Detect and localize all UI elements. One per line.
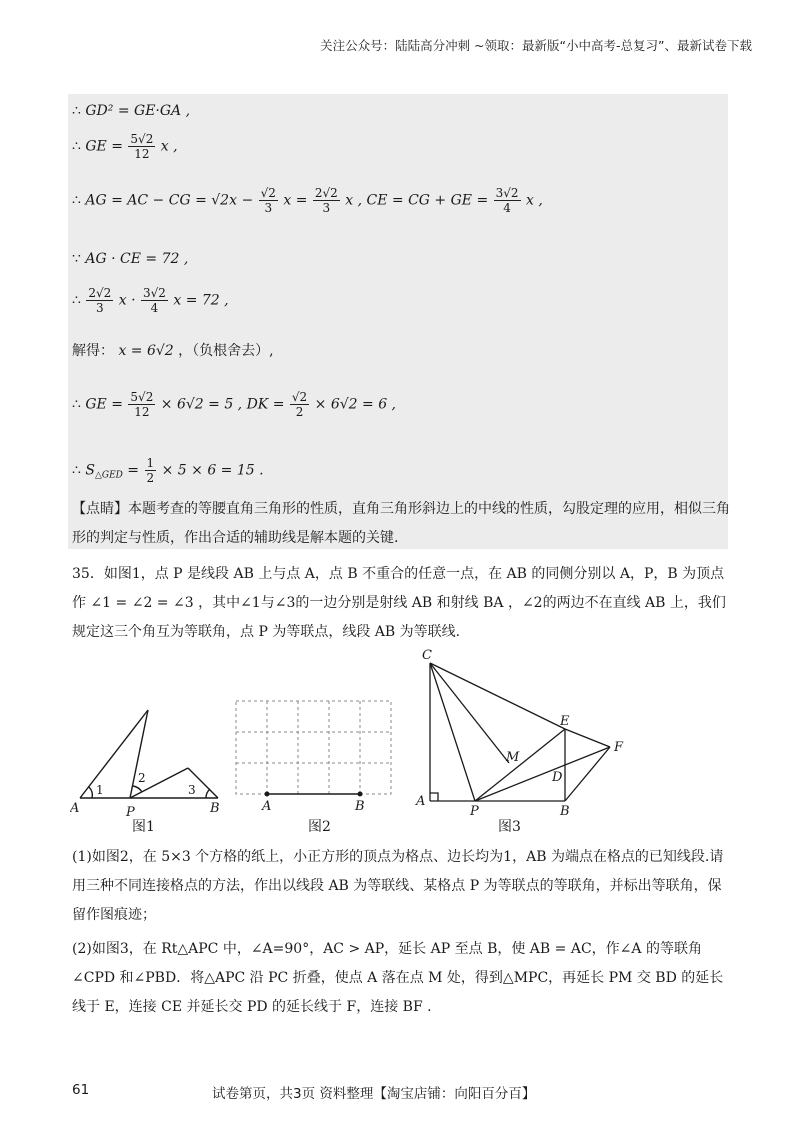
fig3-label-a: A [416,794,426,809]
problem-35-intro: 35．如图1，点 P 是线段 AB 上与点 A，点 B 不重合的任意一点，在 AB 的同侧分别以 A，P，B 为顶点作 ∠1 = ∠2 = ∠3 ，其中∠1与∠3的一边分别是射线 AB 和射线 BA ，∠2的两边不在直线 AB 上，我们规定这三个角互为等联角，点 P 为等联点，线段 AB 为等联线. [72,566,726,640]
fraction [290,390,309,419]
fig3-label-m: M [506,750,520,765]
denominator: 4 [503,201,511,215]
solution-line-8: ∴ $S_{\triangle GED}$ = $\frac{1}{2}$ × 5 × 6 = 15 . [72,456,264,485]
fraction [145,456,157,485]
numerator: 3√2 [142,286,166,300]
page-header: 关注公众号：陆陆高分冲刺 ~领取：最新版“小中高考-总复习”、最新试卷下载 [320,38,752,53]
solve-label: 解得： [72,343,114,359]
figure-3 [412,645,642,823]
denominator: 12 [134,405,150,419]
fraction [86,286,113,315]
fig1-label-p: P [126,805,135,820]
eq-gd-squared: GD² = GE·GA , [85,103,191,119]
page-number: 61 [72,1082,90,1098]
fig2-point-a [265,792,270,797]
denominator: 2 [146,471,155,485]
numerator: √2 [291,390,308,404]
eq-text: x = 6√2 [118,343,174,359]
fig1-angle-2: 2 [138,771,146,785]
solution-line-7: ∴ GE = $\frac{5√2}{12}$ × 6√2 = 5 , DK = $\frac{√2}{2}$ × 6√2 = 6 , [72,390,396,419]
eq-text: x , [160,138,178,155]
solution-line-1: ∴ GD² = GE·GA , [72,103,191,119]
fig2-grid [236,701,391,794]
solution-line-6 [72,342,274,360]
fig2-label-b: B [355,799,365,814]
eq-text: AG · CE = 72 , [85,251,189,267]
denominator: 2 [295,405,304,419]
fig3-line-cp [430,663,475,801]
numerator: 1 [146,456,155,470]
figure-1-caption: 图1 [132,819,155,835]
page-footer: 试卷第页，共3页 资料整理【淘宝店铺：向阳百分百】 [212,1086,536,1102]
figure-2 [228,695,398,815]
fig3-label-c: C [422,648,432,663]
fig3-label-b: B [560,804,570,819]
eq-text: x , CE = CG + GE = [345,192,489,209]
numerator: 5√2 [130,132,154,146]
fraction [313,186,340,215]
fig1-angle-3: 3 [188,783,196,797]
eq-text: x · [118,292,136,309]
eq-text: x , [526,192,543,209]
fig2-point-b [358,792,363,797]
eq-text: = [122,462,140,479]
eq-text: AG = AC − CG = √2x − [85,192,254,209]
problem-35-q2: (2)如图3，在 Rt△APC 中，∠A=90°，AC > AP，延长 AP 至点 B，使 AB = AC，作∠A 的等联角∠CPD 和∠PBD．将△APC 沿 PC 折叠，使点 A 落在点 M 处，得到△MPC，再延长 PM 交 BD 的延长线于 E，连接 CE 并延长交 PD 的延长线于 F，连接 BF . [72,941,724,1015]
eq-text: GE = [85,138,123,155]
numerator: 2√2 [314,186,338,200]
numerator: 3√2 [495,186,519,200]
numerator: 2√2 [88,286,112,300]
fig3-line-cm [430,663,509,763]
fraction [259,186,278,215]
fig1-angle-arc-3 [206,789,210,798]
fig3-label-f: F [614,740,624,755]
fraction [128,390,155,419]
fig2-label-a: A [262,799,272,814]
fig1-label-b: B [210,801,220,816]
fig3-line-bf [565,747,610,801]
fig3-line-pe [475,729,565,801]
problem-35-q1: (1)如图2，在 5×3 个方格的纸上，小正方形的顶点为格点、边长均为1，AB 为端点在格点的已知线段.请用三种不同连接格点的方法，作出以线段 AB 为等联线、某格点 P 为等联点的等联角，并标出等联角，保留作图痕迹； [72,849,724,923]
fraction [128,132,155,161]
denominator: 3 [264,201,273,215]
fig3-line-pf [475,747,610,801]
eq-text: GE = [85,396,123,413]
fig3-label-d: D [552,770,563,785]
denominator: 3 [322,201,331,215]
fig1-angle-arc-1 [89,787,92,798]
fraction [141,286,168,315]
solution-comment: 【点睛】本题考查的等腰直角三角形的性质，直角三角形斜边上的中线的性质，勾股定理的应用，相似三角形的判定与性质，作出合适的辅助线是解本题的关键. [72,501,730,546]
fig3-right-angle-mark [430,793,438,801]
fig3-line-ef [565,729,610,747]
numerator: √2 [260,186,276,200]
fig1-angle-1: 1 [96,783,104,797]
solution-line-5: ∴ $\frac{2√2}{3}$ x · $\frac{3√2}{4}$ x = 72 , [72,286,229,315]
solution-line-2: ∴ GE = $\frac{5√2}{12}$ x , [72,132,178,161]
fraction [494,186,521,215]
figure-2-caption: 图2 [308,819,331,835]
eq-text: x = [283,192,308,209]
denominator: 12 [134,147,150,161]
solution-line-3: ∴ AG = AC − CG = √2x − $\frac{√2}{3}$ x = $\frac{2√2}{3}$ x , CE = CG + GE = $\frac{3√2}{4}$ x , [72,186,543,215]
eq-text: × 5 × 6 = 15 . [161,462,264,479]
eq-note: ，（负根舍去）, [178,343,274,359]
area-subscript: △GED [94,470,123,481]
eq-text: x = 72 , [173,292,229,309]
figure-3-caption: 图3 [498,819,521,835]
denominator: 4 [150,301,159,315]
fig1-label-a: A [70,801,80,816]
fig3-label-e: E [560,714,570,729]
solution-line-4: ∵ AG · CE = 72 , [72,251,189,267]
fig3-label-p: P [470,804,479,819]
denominator: 3 [96,301,104,315]
fig3-line-ce [430,663,565,729]
eq-text: × 6√2 = 5 , DK = [160,396,285,413]
area-symbol: S [85,462,95,479]
fig1-angle-arc-2 [133,786,142,792]
eq-text: × 6√2 = 6 , [314,396,396,413]
numerator: 5√2 [130,390,154,404]
